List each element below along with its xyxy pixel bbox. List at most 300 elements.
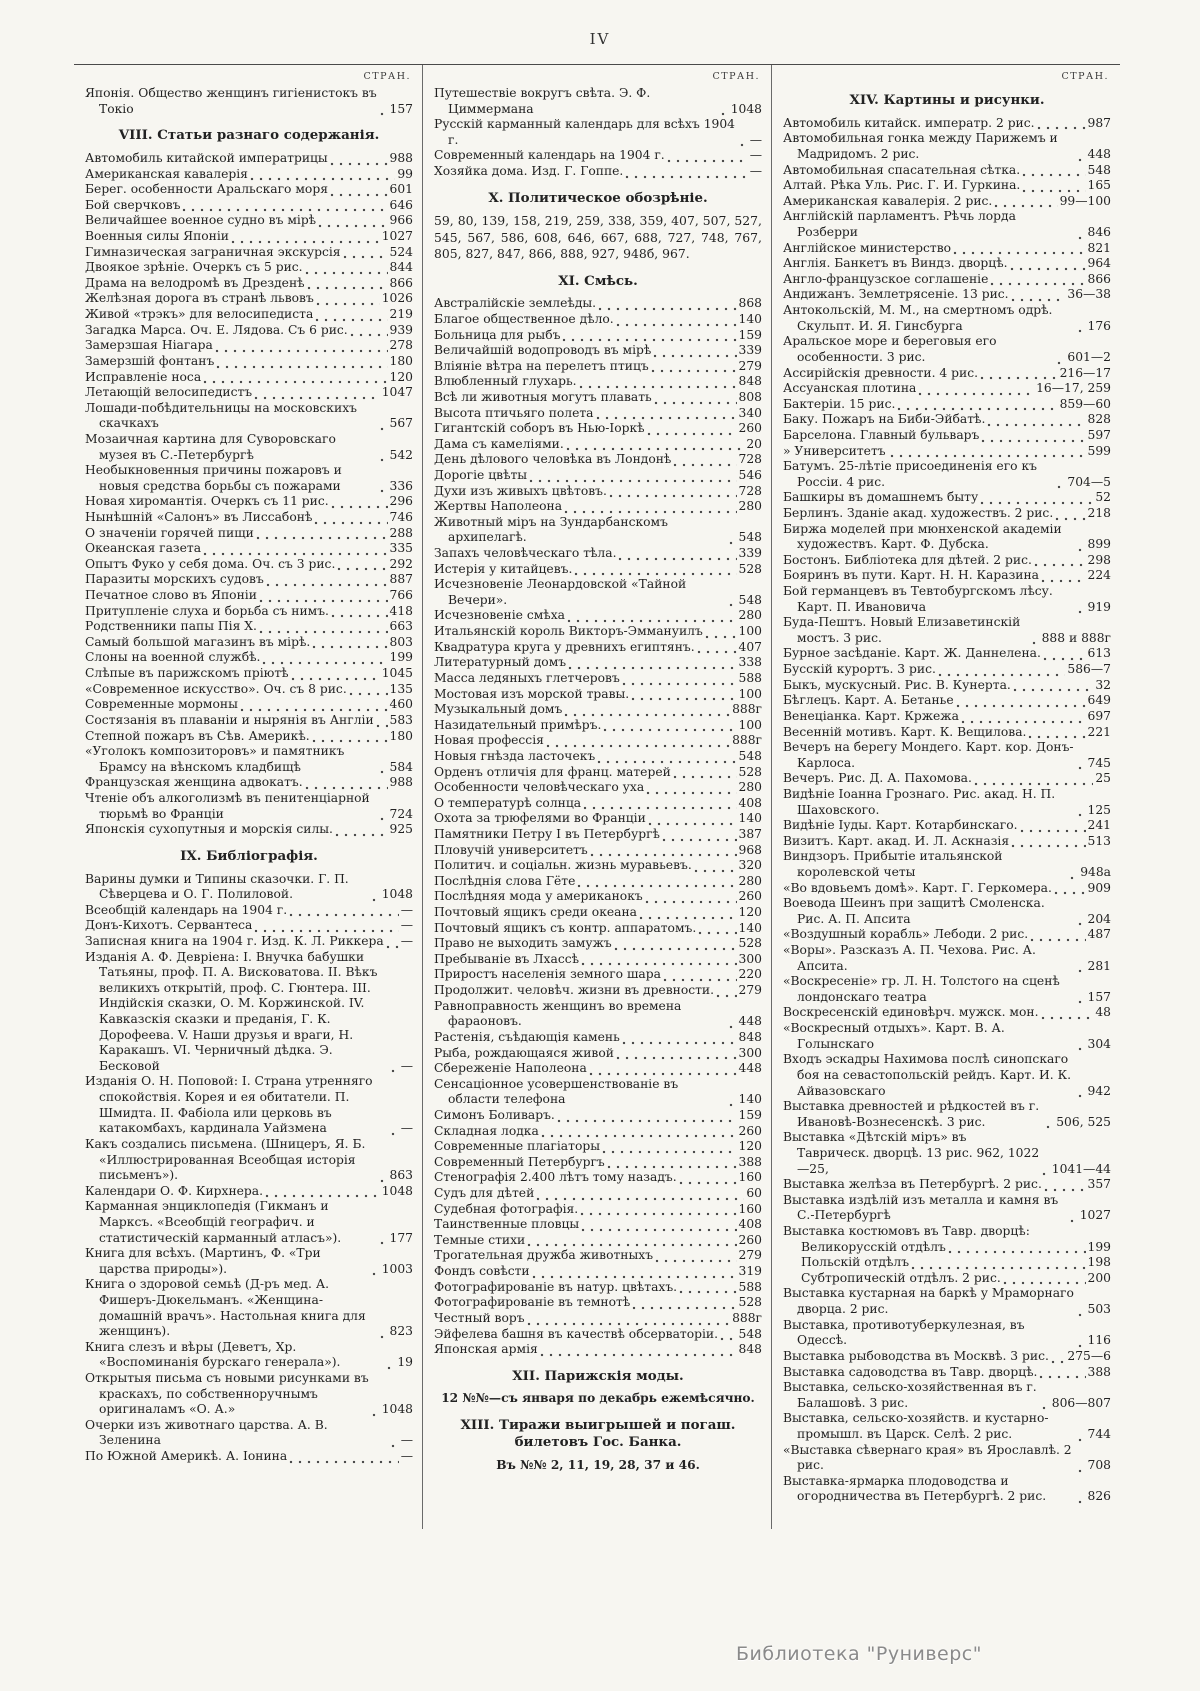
entry-title: Выставка, сельско-хозяйств. и кустарно-промышл. въ Царск. Селѣ. 2 рис. — [783, 1411, 1049, 1441]
dot-leader — [391, 1125, 399, 1137]
entry-title: Выставка, противотуберкулезная, въ Одессѣ. — [783, 1317, 1025, 1348]
entry-title: Больница для рыбъ — [434, 327, 561, 342]
entry-title: О температурѣ солнца — [434, 795, 582, 810]
entry-page-number: — — [400, 918, 413, 933]
entry-page-number: 280 — [738, 780, 762, 795]
dot-leader — [705, 628, 737, 640]
toc-entry — [783, 412, 1111, 428]
dot-leader — [262, 654, 387, 666]
dot-leader — [1078, 806, 1086, 818]
entry-page-number: — — [749, 132, 762, 147]
toc-entry — [783, 490, 1111, 506]
dot-leader — [1037, 119, 1086, 131]
entry-title: Рыба, рождающаяся живой — [434, 1045, 614, 1060]
entry-page-number: 567 — [389, 416, 413, 431]
entry-title: Литературный домъ — [434, 655, 567, 670]
toc-entry — [85, 604, 413, 620]
toc-entry — [783, 209, 1111, 240]
dot-leader — [673, 456, 736, 468]
toc-entry — [85, 903, 413, 919]
dot-leader — [256, 529, 388, 541]
dot-leader — [376, 717, 388, 729]
entry-page-number: 387 — [738, 827, 762, 841]
entry-page-number: 548 — [738, 1326, 762, 1341]
toc-entry — [783, 1349, 1111, 1365]
toc-entry — [434, 1077, 762, 1108]
toc-entry — [85, 370, 413, 386]
entry-title: Берлинъ. Зданіе акад. художествъ. 2 рис. — [783, 505, 1054, 520]
toc-entry — [783, 1286, 1111, 1317]
entry-page-number: 275—6 — [1067, 1348, 1111, 1363]
entry-title: Антокольскій, М. М., на смертномъ одрѣ. Скульпт. И. Я. Гинсбурга — [783, 303, 1053, 333]
dot-leader — [1078, 962, 1086, 974]
entry-title: Выставка, сельско-хозяйственная въ г. Балашовѣ. 3 рис. — [783, 1380, 1037, 1410]
toc-entry — [85, 1184, 413, 1200]
entry-page-number: 613 — [1087, 646, 1111, 661]
toc-entry — [434, 86, 762, 117]
entry-title: Какъ создались письмена. (Шницеръ, Я. Б. «Иллюстрированная Всеобщая исторія письменъ»). — [85, 1136, 366, 1183]
toc-entry — [434, 718, 762, 734]
entry-title: Чтеніе объ алкоголизмѣ въ пенитенціарной тюрьмѣ во Франціи — [85, 790, 370, 821]
toc-entry — [85, 385, 413, 401]
entry-page-number: 216—17 — [1059, 365, 1111, 380]
entry-page-number: 300 — [738, 951, 762, 966]
entry-page-number: — — [400, 1058, 413, 1073]
entry-page-number: 548 — [1087, 162, 1111, 177]
entry-page-number: — — [400, 933, 413, 948]
dot-leader — [1078, 229, 1086, 241]
toc-entry — [434, 967, 762, 983]
entry-page-number: 987 — [1087, 115, 1111, 130]
toc-entry — [783, 693, 1111, 709]
toc-entry — [434, 343, 762, 359]
entry-title: Современные мормоны — [85, 697, 238, 712]
entry-page-number: 418 — [389, 603, 413, 618]
dot-leader — [380, 420, 388, 432]
dot-leader — [1078, 1087, 1086, 1099]
entry-page-number: 744 — [1087, 1426, 1111, 1441]
entry-page-number: 140 — [738, 811, 762, 826]
entry-page-number: 157 — [1087, 989, 1111, 1004]
entry-page-number: 899 — [1087, 537, 1111, 552]
dot-leader — [651, 362, 737, 374]
dot-leader — [974, 775, 1093, 787]
toc-entry — [85, 1340, 413, 1371]
entry-title: Паразиты морскихъ судовъ — [85, 572, 264, 587]
entry-title: Японская армія — [434, 1342, 538, 1357]
entry-title: «Во вдовьемъ домѣ». Карт. Г. Геркомера. — [783, 880, 1052, 895]
entry-page-number: 25 — [1095, 771, 1111, 786]
toc-entry — [783, 131, 1111, 162]
entry-title: Летающій велосипедистъ — [85, 385, 253, 400]
toc-entry — [85, 1074, 413, 1136]
entry-title: Путешествіе вокругъ свѣта. Э. Ф. Циммермана — [434, 86, 651, 116]
entry-page-number: 339 — [738, 546, 762, 561]
dot-leader — [653, 347, 736, 359]
entry-title: Самый большой магазинъ въ мірѣ. — [85, 634, 311, 649]
dot-leader — [557, 1112, 737, 1124]
toc-entry — [434, 499, 762, 515]
entry-page-number: 199 — [1087, 1239, 1111, 1254]
dot-leader — [729, 1018, 737, 1030]
toc-entry — [85, 950, 413, 1075]
toc-entry — [783, 615, 1111, 646]
toc-entry — [434, 468, 762, 484]
dot-leader — [315, 311, 387, 323]
entry-page-number: 528 — [738, 936, 762, 951]
toc-entry — [85, 729, 413, 745]
entry-title: «Воры». Разсказъ А. П. Чехова. Рис. А. Апсита. — [783, 943, 1036, 973]
toc-entry — [85, 682, 413, 698]
entry-title: «Выставка сѣвернаго края» въ Ярославлѣ. 2 рис. — [783, 1442, 1072, 1473]
entry-title: Хозяйка дома. Изд. Г. Гоппе. — [434, 164, 624, 179]
entry-title: Печатное слово въ Японіи — [85, 588, 257, 603]
entry-title: Итальянскій король Викторъ-Эммануилъ — [434, 624, 703, 639]
dot-leader — [579, 378, 737, 390]
toc-entry — [434, 390, 762, 406]
dot-leader — [662, 831, 737, 843]
toc-entry — [783, 553, 1111, 569]
toc-entry — [85, 918, 413, 934]
entry-page-number: 319 — [738, 1264, 762, 1279]
toc-entry — [783, 459, 1111, 490]
entry-page-number: 724 — [389, 806, 413, 821]
entry-title: Честный воръ — [434, 1310, 525, 1325]
toc-entry — [783, 1224, 1111, 1240]
entry-title: Музыкальный домъ — [434, 702, 563, 717]
entry-page-number: 16—17, 259 — [1036, 381, 1111, 396]
entry-page-number: 279 — [738, 358, 762, 373]
dot-leader — [625, 168, 747, 180]
entry-title: Бой германцевъ въ Тевтобургскомъ лѣсу. Карт. П. Ивановича — [783, 584, 1053, 614]
toc-entry — [783, 1271, 1111, 1287]
entry-title: Гимназическая заграничная экскурсія — [85, 244, 341, 259]
entry-page-number: 746 — [389, 509, 413, 524]
dot-leader — [1078, 759, 1086, 771]
index-column-1 — [74, 65, 422, 1529]
dot-leader — [1078, 915, 1086, 927]
entry-page-number: 100 — [738, 686, 762, 701]
dot-leader — [567, 612, 737, 624]
entry-title: Притупленіе слуха и борьба съ нимъ. — [85, 603, 329, 618]
entry-page-number: 866 — [389, 275, 413, 290]
entry-page-number: 140 — [738, 920, 762, 935]
entry-title: «Уголокъ композиторовъ» и памятникъ Брамсу на вѣнскомъ кладбищѣ — [85, 744, 345, 774]
dot-leader — [305, 264, 388, 276]
entry-title: Складная лодка — [434, 1123, 539, 1138]
toc-entry — [434, 796, 762, 812]
toc-entry — [434, 1124, 762, 1140]
entry-page-number: 888 и 888г — [1041, 630, 1111, 645]
toc-entry — [783, 428, 1111, 444]
entry-title: Величайшее военное судно въ мірѣ — [85, 213, 317, 228]
dot-leader — [1010, 260, 1086, 272]
section-heading: XIII. Тиражи выигрышей и погаш. билетовъ Гос. Банка. — [460, 1417, 736, 1451]
toc-entry — [783, 522, 1111, 553]
entry-title: Автомобиль китайск. императр. 2 рис. — [783, 115, 1035, 130]
entry-page-number: 220 — [738, 967, 762, 982]
dot-leader — [614, 940, 737, 952]
toc-entry — [434, 1248, 762, 1264]
dot-leader — [380, 1328, 388, 1340]
dot-leader — [673, 768, 737, 780]
dot-leader — [203, 373, 387, 385]
entry-page-number: 388 — [738, 1154, 762, 1169]
toc-entry — [85, 619, 413, 635]
entry-title: Гигантскій соборъ въ Нью-Іоркѣ — [434, 421, 645, 436]
toc-entry — [434, 374, 762, 390]
entry-page-number: — — [749, 164, 762, 179]
toc-entry — [434, 546, 762, 562]
toc-entry — [434, 1170, 762, 1186]
dot-leader — [1022, 166, 1085, 178]
dot-leader — [1070, 1212, 1078, 1224]
entry-page-number: 584 — [389, 759, 413, 774]
dot-leader — [312, 638, 387, 650]
entry-title: Изданія О. Н. Поповой: I. Страна утренняго спокойствія. Корея и ея обитатели. П. Шмидта. II. Фабіола или церковь въ катакомбахъ, кардинала Уайзмена — [85, 1074, 373, 1136]
toc-entry — [783, 1193, 1111, 1224]
dot-leader — [216, 358, 387, 370]
dot-leader — [316, 295, 380, 307]
entry-title: Мозаичная картина для Суворовскаго музея въ С.-Петербургѣ — [85, 431, 336, 462]
column-items — [434, 86, 762, 1474]
dot-leader — [1078, 322, 1086, 334]
entry-page-number: 288 — [389, 525, 413, 540]
entry-title: Бурное засѣданіе. Карт. Ж. Даннелена. — [783, 646, 1041, 661]
entry-title: Бояринъ въ пути. Карт. Н. Н. Каразина — [783, 568, 1040, 583]
entry-title: Исправленіе носа — [85, 369, 202, 384]
toc-entry — [783, 1240, 1111, 1256]
dot-leader — [380, 1234, 388, 1246]
dot-leader — [655, 1252, 736, 1264]
entry-title: Бусскій курортъ. 3 рис. — [783, 662, 936, 677]
entry-page-number: 241 — [1087, 818, 1111, 833]
entry-title: Новая хиромантія. Очеркъ съ 11 рис. — [85, 494, 329, 509]
entry-title: Выставка-ярмарка плодоводства и огородничества въ Петербургѣ. 2 рис. — [783, 1473, 1047, 1504]
toc-entry — [434, 1280, 762, 1296]
dot-leader — [318, 217, 387, 229]
toc-entry — [434, 874, 762, 890]
entry-page-number: 448 — [1087, 146, 1111, 161]
dot-leader — [331, 607, 388, 619]
entry-page-number: — — [749, 148, 762, 163]
entry-title: Бѣглецъ. Карт. А. Бетанье — [783, 693, 954, 708]
toc-entry — [434, 687, 762, 703]
dot-leader — [948, 1243, 1086, 1255]
entry-page-number: 826 — [1087, 1489, 1111, 1504]
dot-leader — [648, 815, 737, 827]
entry-page-number: 506, 525 — [1056, 1114, 1111, 1129]
dot-leader — [729, 534, 737, 546]
entry-page-number: 336 — [389, 478, 413, 493]
entry-page-number: 887 — [389, 572, 413, 587]
entry-title: Выставка костюмовъ въ Тавр. дворцѣ: — [783, 1224, 1030, 1239]
entry-page-number: 803 — [389, 634, 413, 649]
toc-entry — [434, 780, 762, 796]
page-column-header: СТРАН. — [363, 71, 411, 82]
dot-leader — [956, 697, 1086, 709]
toc-entry — [434, 117, 762, 148]
entry-page-number: 848 — [738, 1029, 762, 1044]
entry-page-number: 388 — [1087, 1364, 1111, 1379]
entry-title: Польскій отдѣлъ — [801, 1255, 910, 1270]
dot-leader — [380, 105, 388, 117]
toc-entry — [434, 1295, 762, 1311]
entry-page-number: 844 — [389, 260, 413, 275]
toc-entry — [783, 896, 1111, 927]
dot-leader — [307, 279, 388, 291]
entry-title: Англо-французское соглашеніе — [783, 271, 989, 286]
toc-entry — [434, 702, 762, 718]
entry-page-number: 708 — [1087, 1458, 1111, 1473]
entry-page-number: 340 — [738, 405, 762, 420]
entry-title: Новая профессія — [434, 733, 544, 748]
dot-leader — [1078, 1431, 1086, 1443]
toc-entry — [783, 1177, 1111, 1193]
dot-leader — [265, 1187, 380, 1199]
entry-page-number: 120 — [389, 369, 413, 384]
dot-leader — [583, 799, 736, 811]
entry-title: Буда-Пештъ. Новый Елизаветинскій мостъ. 3 рис. — [783, 615, 1021, 645]
entry-page-number: 135 — [389, 681, 413, 696]
toc-entry — [783, 1005, 1111, 1021]
toc-entry — [85, 229, 413, 245]
dot-leader — [254, 389, 380, 401]
toc-entry — [783, 334, 1111, 365]
dot-leader — [1044, 1181, 1086, 1193]
entry-title: Влюбленный глухарь. — [434, 374, 577, 389]
entry-page-number: 1047 — [381, 385, 413, 400]
toc-entry — [434, 952, 762, 968]
toc-entry — [85, 213, 413, 229]
dot-leader — [527, 1236, 736, 1248]
toc-entry — [783, 194, 1111, 210]
toc-entry — [783, 272, 1111, 288]
entry-page-number: — — [400, 1433, 413, 1448]
entry-page-number: 165 — [1087, 178, 1111, 193]
entry-title: Всеобщій календарь на 1904 г. — [85, 902, 288, 917]
entry-title: Стенографія 2.400 лѣтъ тому назадъ. — [434, 1170, 677, 1185]
toc-entry — [434, 1217, 762, 1233]
toc-entry — [783, 709, 1111, 725]
dot-leader — [990, 275, 1085, 287]
toc-entry — [783, 1255, 1111, 1271]
entry-title: Австралійскіе землеѣды. — [434, 296, 597, 311]
toc-entry — [434, 1202, 762, 1218]
dot-leader — [1030, 931, 1085, 943]
entry-title: Англія. Банкетъ въ Виндз. дворцѣ. — [783, 256, 1008, 271]
entry-page-number: 198 — [1087, 1255, 1111, 1270]
entry-title: Башкиры въ домашнемъ быту — [783, 490, 979, 505]
entry-title: Пребываніе въ Лхассѣ — [434, 951, 580, 966]
entry-title: Политич. и соціальн. жизнь муравьевъ. — [434, 858, 692, 873]
toc-entry — [783, 818, 1111, 834]
entry-page-number: 204 — [1087, 911, 1111, 926]
entry-page-number: 646 — [389, 197, 413, 212]
entry-title: Вечеръ на берегу Мондего. Карт. кор. Донъ-Карлоса. — [783, 740, 1074, 770]
toc-entry — [434, 452, 762, 468]
dot-leader — [938, 666, 1066, 678]
entry-title: Изданія А. Ф. Девріена: I. Внучка бабушки Татьяны, проф. П. А. Висковатова. II. Вѣкъ великихъ открытій, проф. С. Гюнтера. III. Индійскія сказки, О. М. Коржинской. IV. Кавказскія сказки и преданія, Г. К. Дорофеева. V. Наши друзья и враги, Н. Каракашъ. VI. Черничный дѣдка. Э. Бесковой — [85, 949, 378, 1073]
entry-title: Выставка древностей и рѣдкостей въ г. Ивановѣ-Вознесенскѣ. 3 рис. — [783, 1099, 1040, 1129]
dot-leader — [720, 1330, 736, 1342]
toc-entry — [85, 151, 413, 167]
entry-title: «Воскресный отдыхъ». Карт. В. А. Голынскаго — [783, 1021, 1005, 1051]
entry-title: Американская кавалерія. 2 рис. — [783, 193, 993, 208]
column-items — [783, 92, 1111, 1505]
toc-entry — [783, 1130, 1111, 1177]
dot-leader — [532, 1268, 737, 1280]
dot-leader — [391, 1437, 399, 1449]
dot-leader — [581, 1221, 736, 1233]
toc-entry — [783, 568, 1111, 584]
entry-title: Открытыя письма съ новыми рисунками въ краскахъ, по собственноручнымъ оригиналамъ «О. А.» — [85, 1371, 369, 1417]
entry-page-number: 909 — [1087, 880, 1111, 895]
dot-leader — [1055, 510, 1085, 522]
dot-leader — [387, 1359, 395, 1371]
dot-leader — [1011, 291, 1066, 303]
entry-page-number: 48 — [1095, 1005, 1111, 1020]
entry-page-number: 159 — [738, 327, 762, 342]
toc-entry — [434, 577, 762, 608]
entry-title: По Южной Америкѣ. А. Іонина — [85, 1449, 288, 1464]
entry-title: Почтовый ящикъ съ контр. аппаратомъ. — [434, 920, 697, 935]
dot-leader — [721, 105, 729, 117]
dot-leader — [540, 1346, 737, 1358]
entry-title: Субтропическій отдѣлъ. 2 рис. — [801, 1270, 1001, 1285]
entry-title: Слоны на военной службѣ. — [85, 650, 261, 665]
entry-page-number: 503 — [1087, 1302, 1111, 1317]
dot-leader — [1057, 354, 1065, 366]
toc-entry — [434, 515, 762, 546]
entry-page-number: — — [400, 1121, 413, 1136]
entry-title: Видѣніе Іуды. Карт. Котарбинскаго. — [783, 818, 1018, 833]
entry-title: Необыкновенныя причины пожаровъ и новыя средства борьбы съ пожарами — [85, 463, 342, 493]
dot-leader — [663, 971, 737, 983]
entry-title: Аральское море и береговыя его особенности. 3 рис. — [783, 334, 997, 364]
index-column-2 — [422, 65, 771, 1529]
toc-entry — [85, 650, 413, 666]
entry-page-number: 1003 — [381, 1261, 413, 1276]
entry-title: Истерія у китайцевъ. — [434, 561, 573, 576]
entry-title: Донъ-Кихотъ. Сервантеса — [85, 918, 253, 933]
entry-title: Сенсаціонное усовершенствованіе въ области телефона — [434, 1076, 679, 1107]
toc-entry — [783, 646, 1111, 662]
dot-leader — [335, 826, 388, 838]
toc-entry — [85, 822, 413, 838]
dot-leader — [616, 316, 737, 328]
entry-page-number: 588 — [738, 670, 762, 685]
dot-leader — [250, 170, 395, 182]
entry-page-number: — — [400, 902, 413, 917]
entry-title: Таинственные пловцы — [434, 1217, 580, 1232]
entry-title: Биржа моделей при мюнхенской академіи художествъ. Карт. Ф. Дубска. — [783, 521, 1062, 552]
toc-entry — [434, 437, 762, 453]
entry-page-number: 697 — [1087, 708, 1111, 723]
toc-entry — [85, 323, 413, 339]
entry-page-number: 160 — [738, 1170, 762, 1185]
dot-leader — [312, 732, 388, 744]
toc-entry — [85, 744, 413, 775]
entry-title: Запахъ человѣческаго тѣла. — [434, 546, 617, 561]
toc-entry — [434, 421, 762, 437]
dot-leader — [259, 623, 388, 635]
toc-entry — [434, 1186, 762, 1202]
section-heading: XIV. Картины и рисунки. — [849, 92, 1045, 108]
entry-title: Великорусскій отдѣлъ — [801, 1239, 946, 1254]
toc-entry — [783, 927, 1111, 943]
toc-entry — [85, 494, 413, 510]
